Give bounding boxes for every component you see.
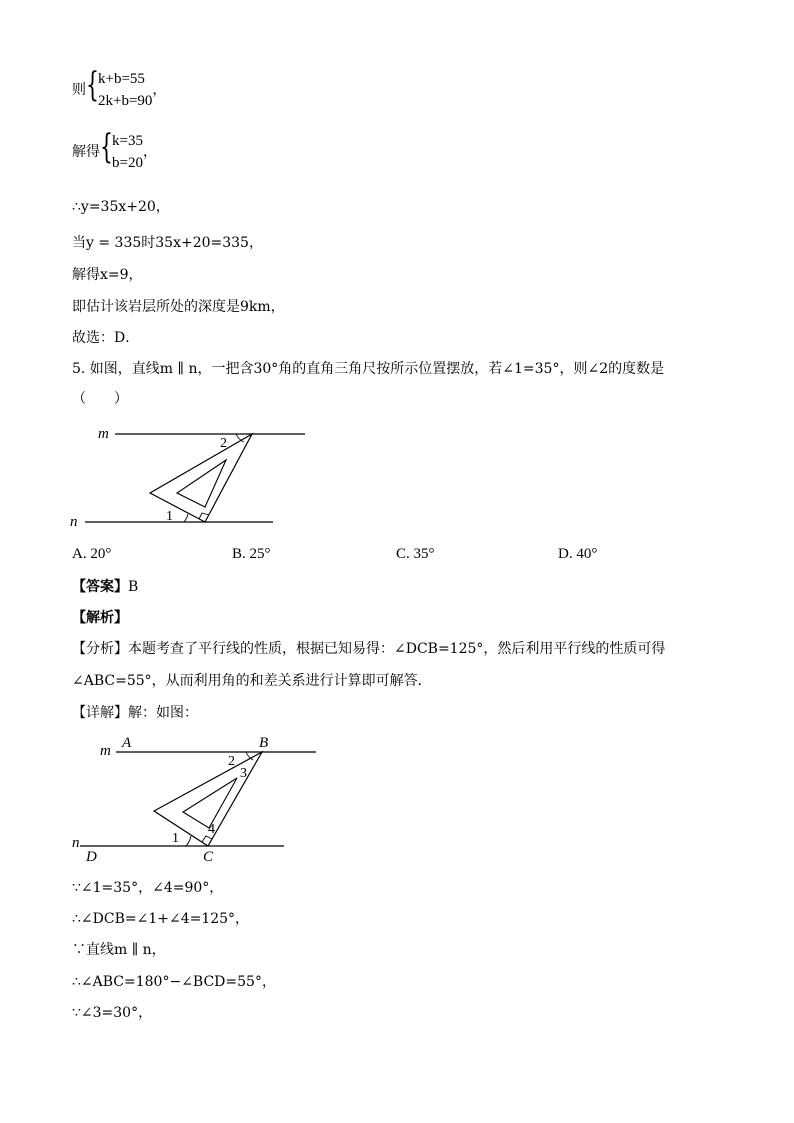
detail-label: 【详解】解：如图： xyxy=(72,705,198,721)
label-angle-3: 3 xyxy=(240,766,247,781)
label-n: n xyxy=(70,514,78,530)
comma: ， xyxy=(152,82,167,98)
label-angle-4: 4 xyxy=(208,822,215,837)
answer-value: B xyxy=(128,579,139,595)
option-c: C. 35° xyxy=(396,546,435,562)
label-angle-2: 2 xyxy=(228,754,235,769)
set-square-inner xyxy=(183,778,237,828)
label-angle-2: 2 xyxy=(220,436,227,451)
set-square-inner xyxy=(177,460,226,507)
analysis-label: 【解析】 xyxy=(72,610,128,626)
figure-1 xyxy=(60,420,320,535)
equation-row: 2k+b=90 xyxy=(98,93,153,109)
equation-row: k+b=55 xyxy=(98,71,145,87)
angle-arc-1 xyxy=(184,514,188,522)
equation-system-2 xyxy=(100,127,143,174)
analysis-line-1: 【分析】本题考查了平行线的性质，根据已知易得：∠DCB=125°，然后利用平行线的性质可得 xyxy=(72,641,666,657)
label-angle-1: 1 xyxy=(166,509,173,524)
equation-system-1 xyxy=(86,65,153,112)
label-n: n xyxy=(72,835,80,851)
step-3: ∵直线m ∥ n， xyxy=(72,942,166,958)
step-5: ∵∠3=30°， xyxy=(72,1005,153,1021)
step-2: ∴∠DCB=∠1+∠4=125°， xyxy=(72,911,250,927)
brace-icon: { xyxy=(86,65,99,105)
question-text: 5. 如图，直线m ∥ n，一把含30°角的直角三角尺按所示位置摆放，若∠1=35°，则∠2的度数是 xyxy=(72,361,665,377)
system1-line xyxy=(72,65,167,112)
label-angle-1: 1 xyxy=(172,831,179,846)
label-D: D xyxy=(86,849,97,865)
analysis-line-2: ∠ABC=55°，从而利用角的和差关系进行计算即可解答． xyxy=(72,673,432,689)
line-when: 当y = 335时35x+20=335， xyxy=(72,235,263,251)
label-A: A xyxy=(122,735,132,751)
line-estimate: 即估计该岩层所处的深度是9km， xyxy=(72,299,285,315)
option-a: A. 20° xyxy=(72,546,112,562)
answer-label: 【答案】 xyxy=(72,579,128,595)
comma: ， xyxy=(142,144,157,160)
angle-arc-1 xyxy=(186,836,191,846)
line-choose: 故选：D． xyxy=(72,330,140,346)
line-solve-x: 解得x=9， xyxy=(72,267,143,283)
answer-line xyxy=(72,577,138,597)
label-B: B xyxy=(259,735,269,751)
system2-line xyxy=(72,127,157,174)
ze-prefix: 则 xyxy=(72,82,86,98)
option-b: B. 25° xyxy=(232,546,271,562)
equation-row: k=35 xyxy=(112,133,143,149)
question-paren: （ ） xyxy=(72,391,128,407)
step-1: ∵∠1=35°，∠4=90°， xyxy=(72,880,224,896)
line-y-equation: ∴y=35x+20， xyxy=(72,199,170,215)
step-4: ∴∠ABC=180°−∠BCD=55°， xyxy=(72,974,276,990)
label-C: C xyxy=(203,849,214,865)
brace-icon: { xyxy=(100,127,113,167)
jiede-prefix: 解得 xyxy=(72,144,100,160)
option-d: D. 40° xyxy=(558,546,598,562)
figure-2 xyxy=(60,730,330,865)
label-m: m xyxy=(98,426,109,442)
label-m: m xyxy=(100,743,111,759)
equation-row: b=20 xyxy=(112,155,143,171)
